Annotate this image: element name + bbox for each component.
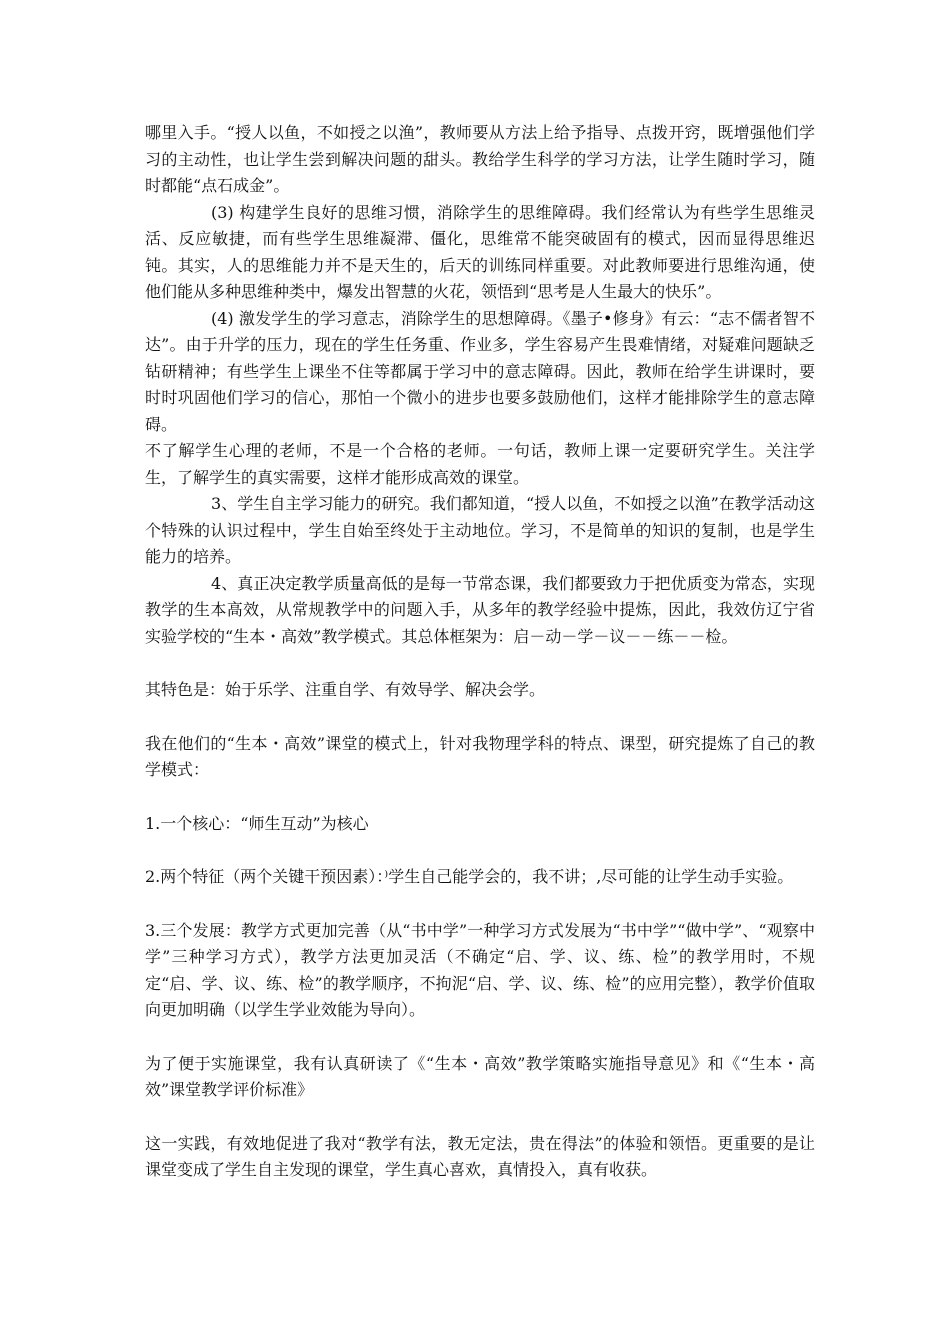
document-body: [145, 120, 815, 1184]
paragraph-method-guidance: 哪里入手。“授人以鱼，不如授之以渔”，教师要从方法上给予指导、点拨开窍，既增强他们学习的主动性，也让学生尝到解决问题的甜头。教给学生科学的学习方法，让学生随时学习，随时都能“点石成金”。: [145, 123, 815, 195]
paragraph-teaching-model: 4、真正决定教学质量高低的是每一节常态课，我们都要致力于把优质变为常态，实现教学的生本高效，从常规教学中的问题入手，从多年的教学经验中提炼，因此，我效仿辽宁省实验学校的“生本・高效”教学模式。其总体框架为：启－动－学－议－－练－－检。: [145, 573, 815, 646]
paragraph-conclusion: 这一实践，有效地促进了我对“教学有法，教无定法，贵在得法”的体验和领悟。更重要的是让课堂变成了学生自主发现的课堂，学生真心喜欢，真情投入，真有收获。: [145, 1133, 815, 1179]
paragraph-study-documents: 为了便于实施课堂，我有认真研读了《“生本・高效”教学策略实施指导意见》和《“生本・高效”课堂教学评价标准》: [145, 1053, 815, 1099]
paragraph-learning-will: (4) 激发学生的学习意志，消除学生的思想障碍。《墨子•修身》有云：“志不儒者智不达”。由于升学的压力，现在的学生任务重、作业多，学生容易产生畏难情绪，对疑难问题缺乏钻研精神；有些学生上课坐不住等都属于学习中的意志障碍。因此，教师在给学生讲课时，要时时巩固他们学习的信心，那怕一个微小的进步也要多鼓励他们，这样才能排除学生的意志障碍。: [145, 308, 815, 434]
paragraph-thinking-habits: (3) 构建学生良好的思维习惯，消除学生的思维障碍。我们经常认为有些学生思维灵活、反应敏捷，而有些学生思维凝滞、僵化，思维常不能突破固有的模式，因而显得思维迟钝。其实，人的思维能力并不是天生的，后天的训练同样重要。对此教师要进行思维沟通，使他们能从多种思维种类中，爆发出智慧的火花，领悟到“思考是人生最大的快乐”。: [145, 202, 815, 301]
paragraph-one-core: 1.一个核心：“师生互动”为核心: [145, 813, 369, 833]
paragraph-student-psychology: 不了解学生心理的老师，不是一个合格的老师。一句话，教师上课一定要研究学生。关注学生，了解学生的真实需要，这样才能形成高效的课堂。: [145, 441, 815, 487]
paragraph-autonomous-learning: 3、学生自主学习能力的研究。我们都知道，“授人以鱼，不如授之以渔”在教学活动这个特殊的认识过程中，学生自始至终处于主动地位。学习，不是简单的知识的复制，也是学生能力的培养。: [145, 494, 815, 566]
paragraph-two-features: 2.两个特征（两个关键干预因素）：⁾学生自己能学会的，我不讲；,尽可能的让学生动手实验。: [145, 867, 794, 886]
paragraph-model-features: 其特色是：始于乐学、注重自学、有效导学、解决会学。: [145, 680, 546, 699]
paragraph-own-model-intro: 我在他们的“生本・高效”课堂的模式上，针对我物理学科的特点、课型，研究提炼了自己的教学模式：: [145, 733, 815, 779]
paragraph-three-developments: 3.三个发展：教学方式更加完善（从“书中学”一种学习方式发展为“书中学”“做中学”、“观察中学”三种学习方式），教学方法更加灵活（不确定“启、学、议、练、检”的教学用时，不规定“启、学、议、练、检”的教学顺序，不拘泥“启、学、议、练、检”的应用完整），教学价值取向更加明确（以学生学业效能为导向）。: [145, 920, 815, 1019]
